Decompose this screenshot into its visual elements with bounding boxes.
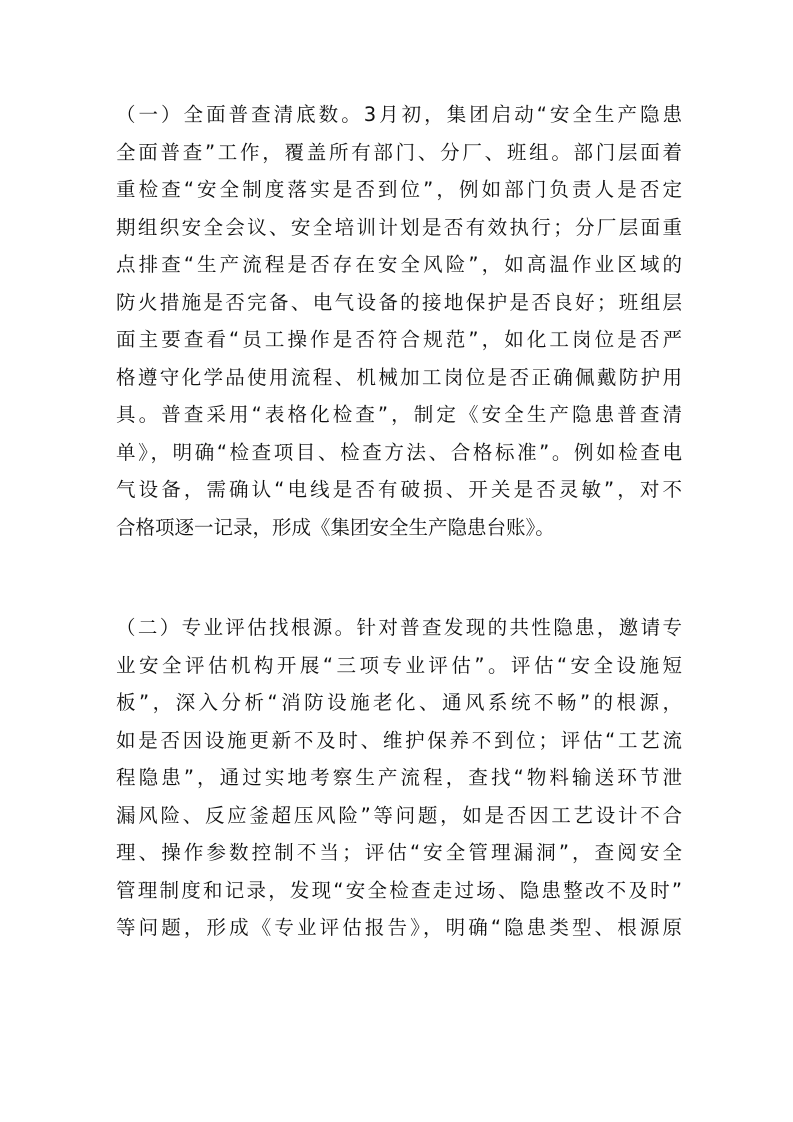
text-line: 理、操作参数控制不当；评估“安全管理漏洞”，查阅安全 [116, 841, 682, 864]
text-line: 重检查“安全制度落实是否到位”，例如部门负责人是否定 [116, 178, 682, 201]
text-line: 如是否因设施更新不及时、维护保养不到位；评估“工艺流 [116, 728, 682, 752]
text-line: 等问题，形成《专业评估报告》，明确“隐患类型、根源原 [116, 916, 682, 939]
text-line: 漏风险、反应釜超压风险”等问题，如是否因工艺设计不合 [116, 803, 682, 827]
text-line: 程隐患”，通过实地考察生产流程，查找“物料输送环节泄 [116, 766, 682, 789]
paragraph-professional-assessment [116, 609, 682, 947]
text-line: 单》，明确“检查项目、检查方法、合格标准”。例如检查电 [116, 440, 682, 464]
text-line: （一）全面普查清底数。3月初，集团启动“安全生产隐患 [116, 103, 682, 126]
text-line: 期组织安全会议、安全培训计划是否有效执行；分厂层面重 [116, 215, 682, 239]
text-line: 面主要查看“员工操作是否符合规范”，如化工岗位是否严 [116, 328, 682, 351]
text-line: 管理制度和记录，发现“安全检查走过场、隐患整改不及时” [116, 878, 682, 902]
text-line: 全面普查”工作，覆盖所有部门、分厂、班组。部门层面着 [116, 140, 682, 164]
text-line: 气设备，需确认“电线是否有破损、开关是否灵敏”，对不 [116, 478, 682, 501]
text-line: 合格项逐一记录，形成《集团安全生产隐患台账》。 [116, 515, 555, 539]
text-line: 具。普查采用“表格化检查”，制定《安全生产隐患普查清 [116, 403, 682, 426]
text-line: （二）专业评估找根源。针对普查发现的共性隐患，邀请专 [116, 616, 682, 639]
text-line: 板”，深入分析“消防设施老化、通风系统不畅”的根源， [116, 691, 682, 714]
text-line: 点排查“生产流程是否存在安全风险”，如高温作业区域的 [116, 253, 682, 276]
text-line: 防火措施是否完备、电气设备的接地保护是否良好；班组层 [116, 290, 682, 314]
paragraph-general-survey [116, 96, 682, 546]
text-line: 格遵守化学品使用流程、机械加工岗位是否正确佩戴防护用 [116, 365, 682, 389]
text-line: 业安全评估机构开展“三项专业评估”。评估“安全设施短 [116, 653, 682, 677]
